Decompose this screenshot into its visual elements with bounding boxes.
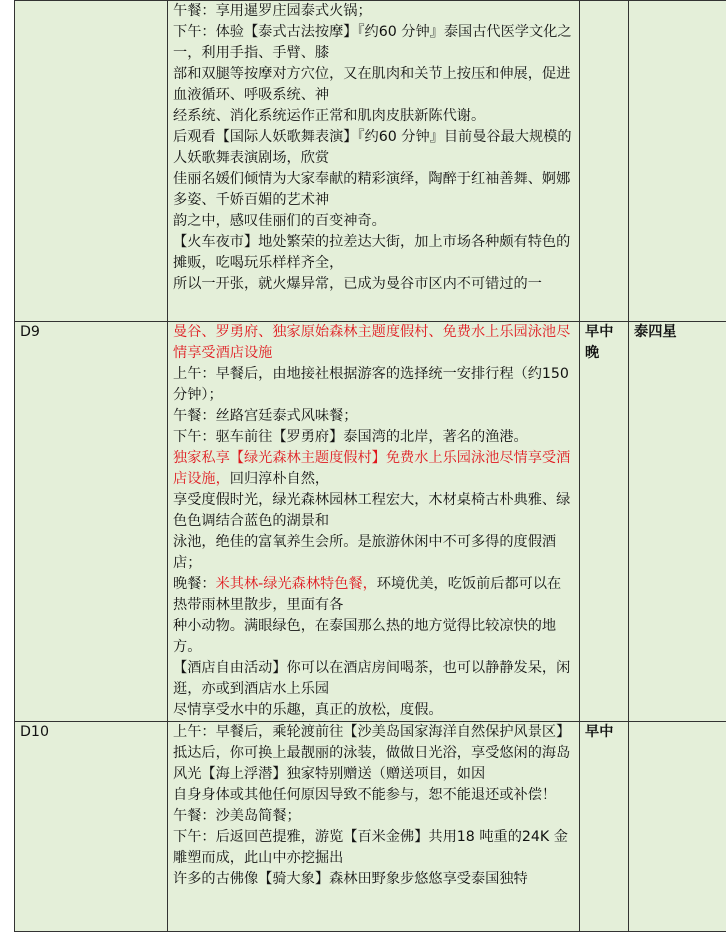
line-text: 独家私享【绿光森林主题度假村】免费水上乐园泳池尽情享受酒店设施， — [173, 450, 570, 487]
description-line — [173, 722, 574, 785]
line-text: 佳丽名媛们倾情为大家奉献的精彩演绎，陶醉于红袖善舞、婀娜多姿、千娇百媚的艺术神 — [173, 171, 570, 208]
day-cell: D9 — [15, 322, 168, 722]
line-tail: 回归淳朴自然， — [230, 471, 329, 487]
description-line — [173, 700, 574, 721]
description-line — [173, 64, 574, 106]
line-text: 【火车夜市】地处繁荣的拉差达大街，加上市场各种颇有特色的摊贩，吃喝玩乐样样齐全， — [173, 234, 570, 271]
table-row — [15, 1, 726, 322]
description-line — [173, 574, 574, 616]
description-line — [173, 785, 574, 806]
line-text: 许多的古佛像【骑大象】森林田野象步悠悠享受泰国独特 — [173, 871, 528, 887]
line-text: 午餐：享用暹罗庄园泰式火锅； — [173, 3, 372, 19]
line-text: 后观看【国际人妖歌舞表演】『约60 分钟』目前曼谷最大规模的人妖歌舞表演剧场，欣赏 — [173, 129, 572, 166]
meals-cell — [580, 1, 629, 322]
line-text: 享受度假时光，绿光森林园林工程宏大，木材桌椅古朴典雅、绿色色调结合蓝色的湖景和 — [173, 492, 570, 529]
description-line — [173, 406, 574, 427]
hotel-cell — [629, 722, 726, 932]
line-text: 下午：驱车前往【罗勇府】泰国湾的北岸，著名的渔港。 — [173, 429, 528, 445]
line-text: 【酒店自由活动】你可以在酒店房间喝茶，也可以静静发呆，闲逛，亦或到酒店水上乐园 — [173, 660, 570, 697]
line-text: 上午：早餐后，乘轮渡前往【沙美岛国家海洋自然保护风景区】抵达后，你可换上最靓丽的泳装，做做日光浴，享受悠闲的海岛风光【海上浮潜】独家特别赠送（赠送项目，如因 — [173, 724, 570, 782]
itinerary-table — [14, 0, 726, 932]
table-row — [15, 722, 726, 932]
line-text: 下午：后返回芭提雅，游览【百米金佛】共用18 吨重的24K 金雕塑而成，此山中亦挖掘出 — [173, 829, 568, 866]
description-line — [173, 169, 574, 211]
description-line — [173, 490, 574, 532]
description-line — [173, 322, 574, 364]
line-text: 所以一开张，就火爆异常，已成为曼谷市区内不可错过的一 — [173, 276, 542, 292]
description-line — [173, 869, 574, 890]
line-text: 种小动物。满眼绿色，在泰国那么热的地方觉得比较凉快的地方。 — [173, 618, 556, 655]
description-line — [173, 364, 574, 406]
line-text: 自身身体或其他任何原因导致不能参与，恕不能退还或补偿！ — [173, 787, 556, 803]
line-tail: 环境优美，吃饭前后都可以在热带雨林里散步，里面有各 — [173, 576, 561, 613]
hotel-cell: 泰四星 — [629, 322, 726, 722]
description-line — [173, 274, 574, 295]
description-cell — [168, 722, 580, 932]
description-line — [173, 616, 574, 658]
line-text: 午餐：丝路宫廷泰式风味餐； — [173, 408, 357, 424]
description-line — [173, 232, 574, 274]
description-line — [173, 806, 574, 827]
description-line — [173, 127, 574, 169]
description-cell — [168, 1, 580, 322]
hotel-cell — [629, 1, 726, 322]
line-text: 午餐：沙美岛简餐； — [173, 808, 301, 824]
line-text: 尽情享受水中的乐趣，真正的放松，度假。 — [173, 702, 443, 718]
description-line — [173, 427, 574, 448]
description-line — [173, 22, 574, 64]
table-row — [15, 322, 726, 722]
description-line — [173, 532, 574, 574]
description-line — [173, 106, 574, 127]
line-text: 上午：早餐后，由地接社根据游客的选择统一安排行程（约150 分钟）； — [173, 366, 569, 403]
line-text: 经系统、消化系统运作正常和肌肉皮肤新陈代谢。 — [173, 108, 485, 124]
line-text: 韵之中，感叹佳丽们的百变神奇。 — [173, 213, 386, 229]
description-line — [173, 658, 574, 700]
meals-cell: 早中晚 — [580, 322, 629, 722]
description-cell — [168, 322, 580, 722]
description-line — [173, 211, 574, 232]
description-line — [173, 448, 574, 490]
line-text: 下午：体验【泰式古法按摩】『约60 分钟』泰国古代医学文化之一，利用手指、手臂、膝 — [173, 24, 572, 61]
day-cell: D10 — [15, 722, 168, 932]
description-line — [173, 1, 574, 22]
line-highlight: 米其林-绿光森林特色餐， — [216, 576, 377, 592]
line-text: 曼谷、罗勇府、独家原始森林主题度假村、免费水上乐园泳池尽情享受酒店设施 — [173, 324, 570, 361]
meals-cell: 早中 — [580, 722, 629, 932]
line-text: 晚餐： — [173, 576, 216, 592]
line-text: 部和双腿等按摩对方穴位，又在肌肉和关节上按压和伸展，促进血液循环、呼吸系统、神 — [173, 66, 570, 103]
description-line — [173, 827, 574, 869]
day-cell — [15, 1, 168, 322]
line-text: 泳池，绝佳的富氧养生会所。是旅游休闲中不可多得的度假酒店； — [173, 534, 556, 571]
